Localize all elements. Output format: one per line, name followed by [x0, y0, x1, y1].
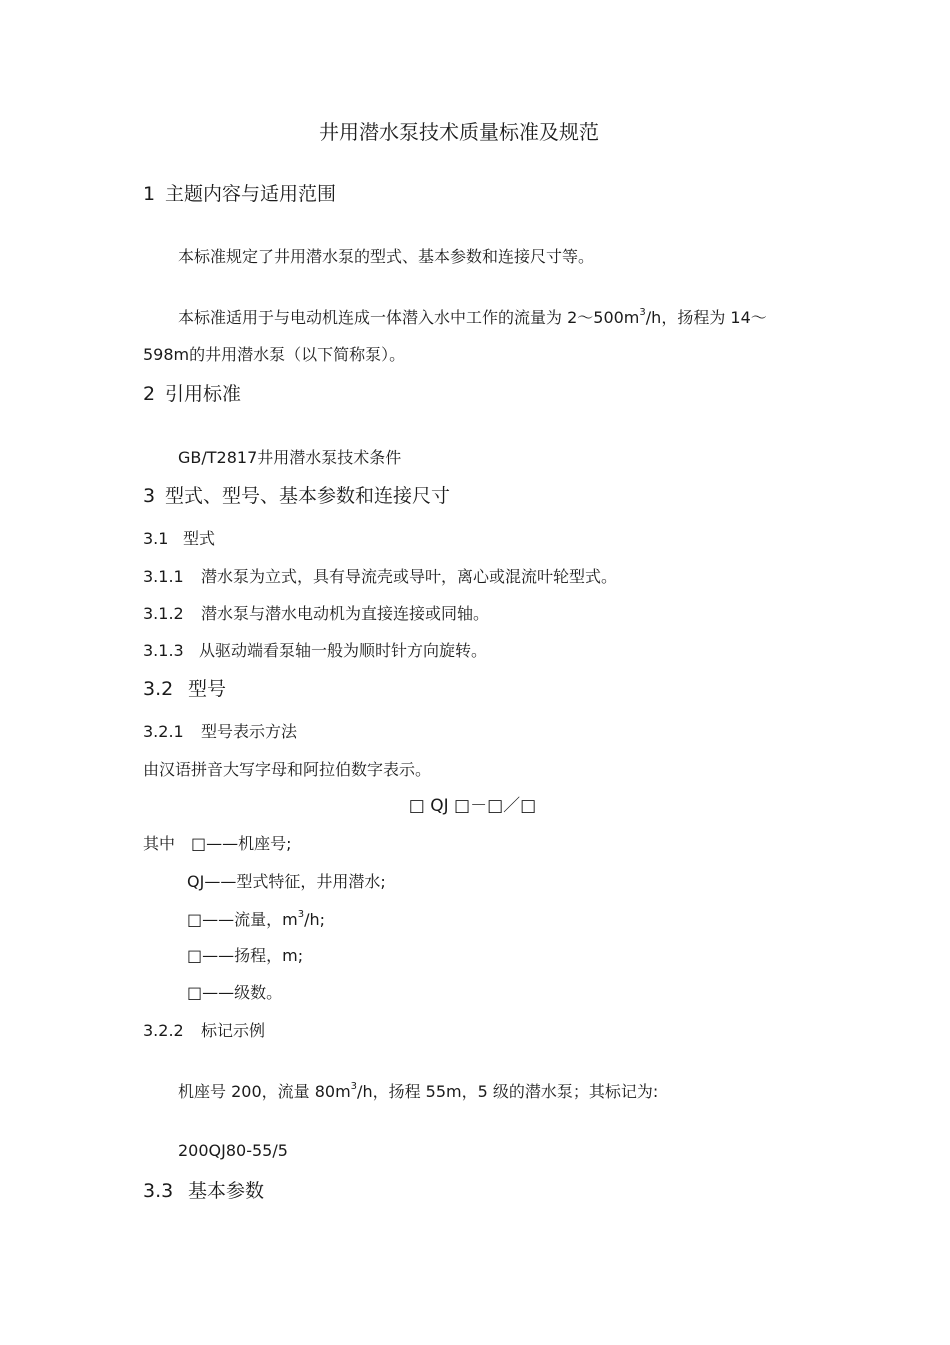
legend-prefix: 其中 [143, 834, 176, 853]
clause-3-1-2 [143, 604, 489, 623]
paragraph [178, 307, 767, 327]
superscript: 3 [297, 909, 305, 920]
legend-line-2: QJ——型式特征，井用潜水; [187, 872, 386, 891]
paragraph: 由汉语拼音大写字母和阿拉伯数字表示。 [143, 760, 432, 779]
section-title: 型号 [188, 678, 227, 700]
clause-3-2-1 [143, 722, 297, 741]
clause-3-1-3 [143, 641, 487, 660]
section-number: 1 [143, 183, 156, 205]
section-title: 引用标准 [165, 383, 242, 405]
section-title: 基本参数 [188, 1180, 265, 1202]
paragraph: 本标准规定了井用潜水泵的型式、基本参数和连接尺寸等。 [178, 247, 595, 266]
model-formula: □ QJ □－□／□ [408, 796, 537, 816]
clause-text: 型号表示方法 [201, 722, 298, 741]
section-number: 3.3 [143, 1180, 174, 1202]
text-run: /h，扬程为 14～ [645, 308, 767, 327]
legend-text: □——机座号; [191, 834, 292, 853]
clause-text: 从驱动端看泵轴一般为顺时针方向旋转。 [199, 641, 488, 660]
text-run: /h，扬程 55m，5 级的潜水泵；其标记为: [357, 1082, 659, 1101]
clause-text: 潜水泵为立式，具有导流壳或导叶，离心或混流叶轮型式。 [201, 567, 618, 586]
legend-text: /h; [304, 910, 326, 929]
section-title: 型式 [183, 529, 216, 548]
section-number: 2 [143, 383, 156, 405]
section-title: 型式、型号、基本参数和连接尺寸 [165, 485, 451, 507]
superscript: 3 [639, 307, 646, 318]
text-run: 机座号 200，流量 80m [178, 1082, 351, 1101]
reference-standard: GB/T2817井用潜水泵技术条件 [178, 448, 402, 467]
section-number: 3.1 [143, 529, 169, 548]
section-1-heading [143, 183, 336, 206]
section-number: 3.2.1 [143, 722, 184, 741]
section-number: 3.2.2 [143, 1021, 184, 1040]
section-3-heading [143, 485, 450, 508]
page-title: 井用潜水泵技术质量标准及规范 [319, 120, 599, 144]
clause-text: 潜水泵与潜水电动机为直接连接或同轴。 [201, 604, 490, 623]
section-number: 3 [143, 485, 156, 507]
section-number: 3.1.2 [143, 604, 184, 623]
section-2-heading [143, 383, 241, 406]
section-number: 3.1.1 [143, 567, 184, 586]
section-number: 3.2 [143, 678, 174, 700]
clause-text: 标记示例 [201, 1021, 266, 1040]
section-number: 3.1.3 [143, 641, 184, 660]
legend-line-3 [187, 909, 325, 929]
subsection-3-3-heading [143, 1180, 264, 1203]
superscript: 3 [350, 1081, 358, 1092]
paragraph-continuation: 598m的井用潜水泵（以下简称泵）。 [143, 345, 406, 364]
legend-line-4: □——扬程，m; [187, 946, 304, 965]
subsection-3-1 [143, 529, 215, 548]
legend-text: □——流量，m [187, 910, 298, 929]
legend-line-5: □——级数。 [187, 983, 283, 1002]
clause-3-1-1 [143, 567, 617, 586]
example-code: 200QJ80-55/5 [178, 1141, 288, 1160]
text-run: 本标准适用于与电动机连成一体潜入水中工作的流量为 2～500m [178, 308, 640, 327]
subsection-3-2-heading [143, 678, 226, 701]
legend-line-1 [143, 834, 292, 853]
example-paragraph [178, 1081, 658, 1101]
section-title: 主题内容与适用范围 [165, 183, 337, 205]
clause-3-2-2 [143, 1021, 265, 1040]
